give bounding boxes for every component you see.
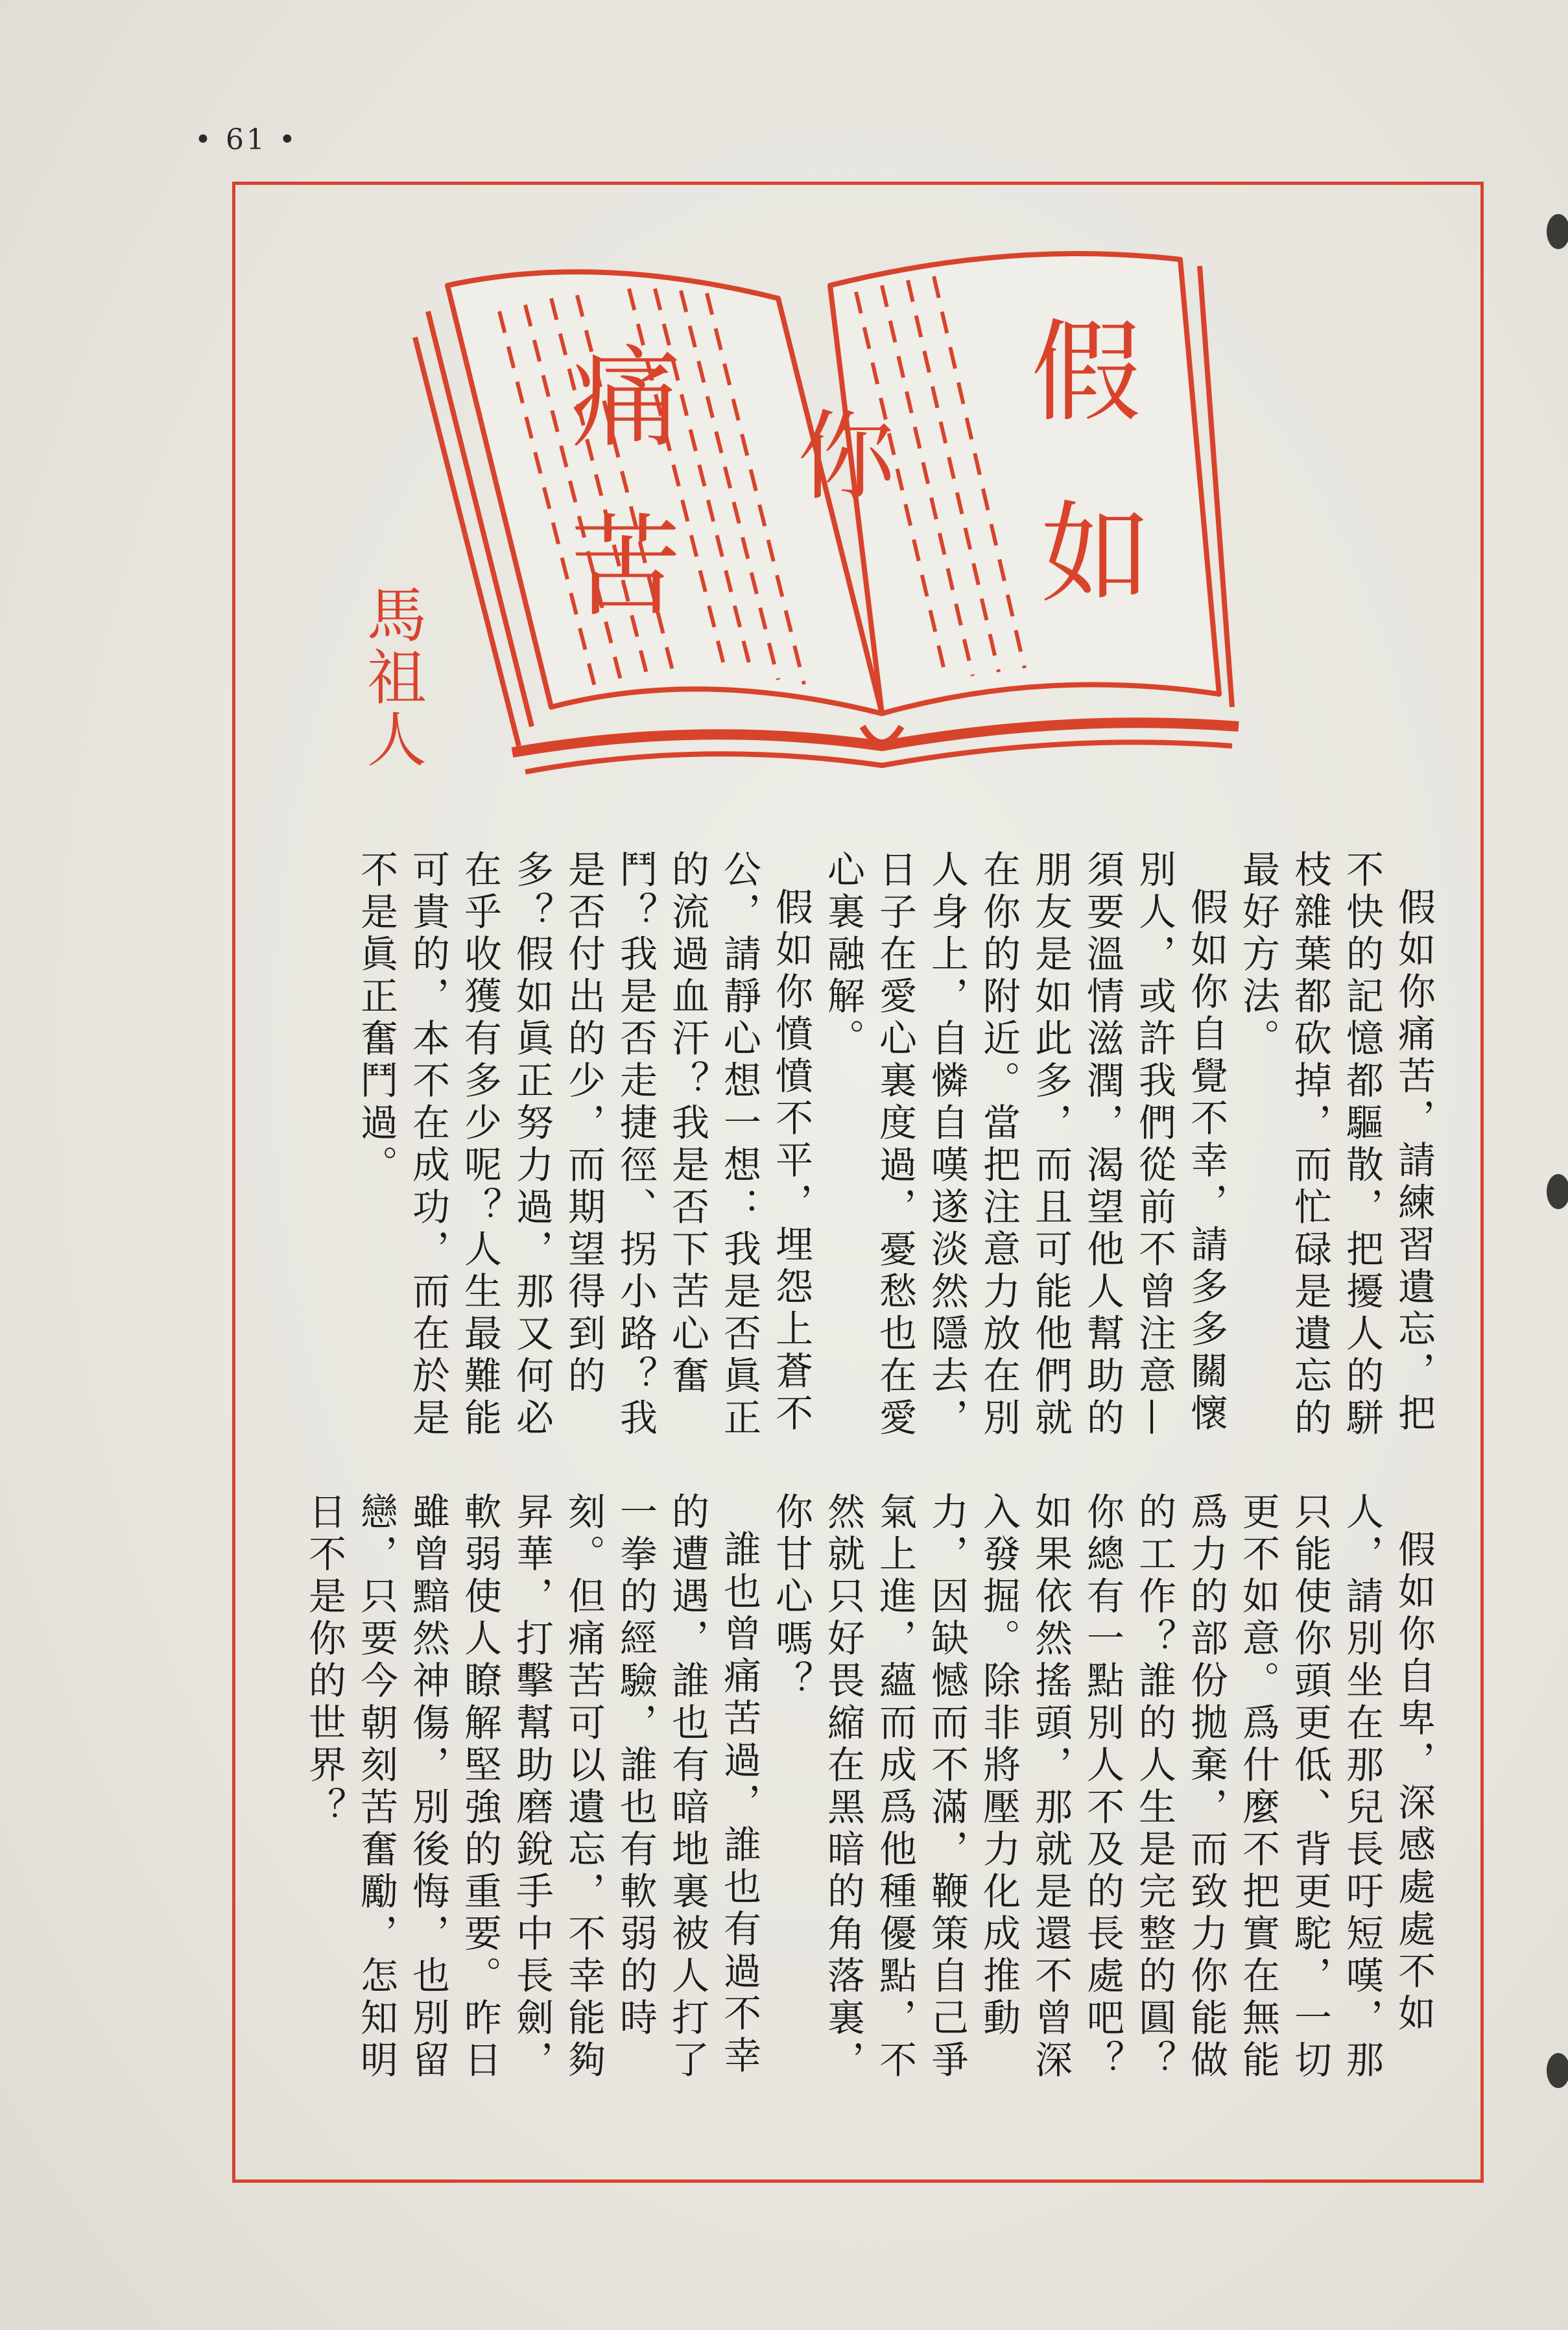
paragraph: 誰也曾痛苦過，誰也有過不幸的遭遇，誰也有暗地裏被人打了一拳的經驗，誰也有軟弱的時刻。但痛苦可以遺忘，不幸能夠昇華，打擊幫助磨銳手中長劍，軟弱使人瞭解堅強的重要。昨日雖曾黯然神傷，別後悔，也別留戀，只要今朝刻苦奮勵，怎知明日不是你的世界？ [302,1492,761,2082]
binder-hole [1547,214,1568,249]
author-byline: 馬祖人 [357,584,427,771]
binder-hole [1547,2053,1568,2088]
title-char-2: 如 [1041,490,1152,619]
binder-hole [1547,1174,1568,1209]
paragraph: 假如你自卑，深感處處不如人，請別坐在那兒長吁短嘆，那只能使你頭更低、背更駝，一切更不如意。爲什麼不把實在無能爲力的部份拋棄，而致力你能做的工作？誰的人生是完整的圓？你總有一點別人不及的長處吧？如果依然搖頭，那就是還不曾深入發掘。除非將壓力化成推動力，因缺憾而不滿，鞭策自己爭氣上進，蘊而成爲他種優點，不然就只好畏縮在黑暗的角落裏，你甘心嗎？ [769,1492,1436,2082]
page-number: • 61 • [195,123,298,156]
title-char-1: 假 [1031,309,1142,437]
paragraph: 假如你憤憤不平，埋怨上蒼不公，請靜心想一想：我是否眞正的流過血汗？我是否下苦心奮鬥？我是否走捷徑、拐小路？我是否付出的少，而期望得到的多？假如眞正努力過，那又何必在乎收獲有多少呢？人生最難能可貴的，本不在成功，而在於是不是眞正奮鬥過。 [354,850,813,1440]
paragraph: 假如你自覺不幸，請多多關懷別人，或許我們從前不曾注意—須要溫情滋潤，渴望他人幫助的朋友是如此多，而且可能他們就在你的附近。當把注意力放在別人身上，自憐自嘆遂淡然隱去，日子在愛心裏度過，憂愁也在愛心裏融解。 [821,850,1228,1440]
title-char-4: 痛 [571,335,682,463]
paragraph: 假如你痛苦，請練習遺忘，把不快的記憶都驅散，把擾人的駢枝雜葉都砍掉，而忙碌是遺忘的最好方法。 [1236,850,1436,1440]
title-char-3: 你 [798,401,896,514]
article-text-lower [302,1492,1440,2089]
article-text-upper [354,850,1440,1440]
title-char-5: 苦 [571,503,682,632]
